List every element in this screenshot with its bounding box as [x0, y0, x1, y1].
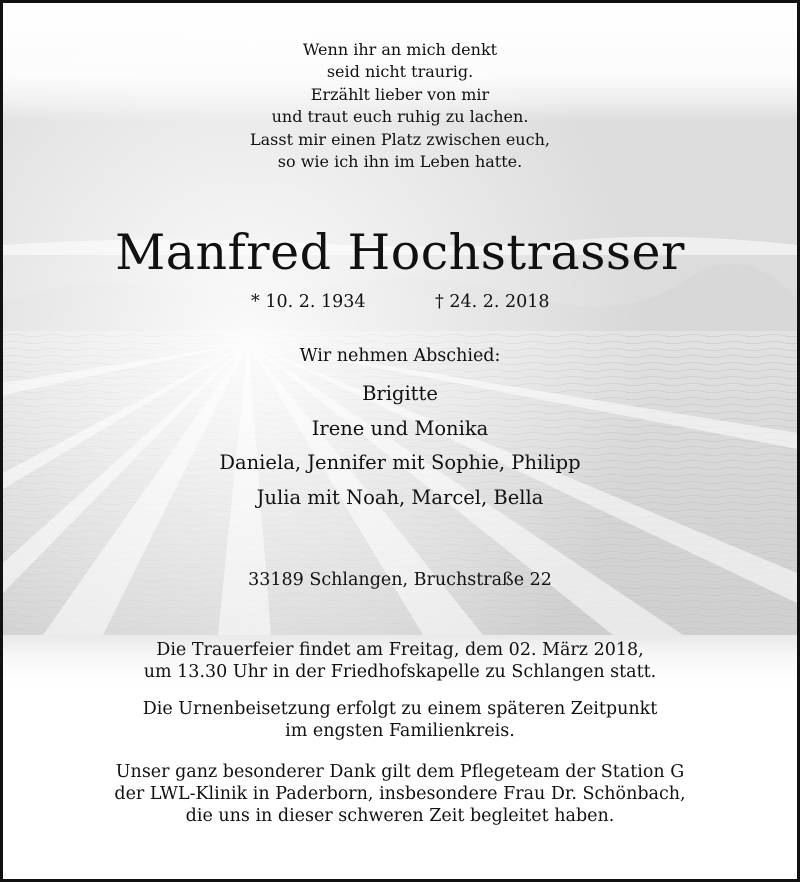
mourners-list: [3, 377, 797, 515]
thanks-line: Unser ganz besonderer Dank gilt dem Pflegeteam der Station G: [115, 761, 685, 782]
poem: [3, 39, 797, 173]
poem-line: so wie ich ihn im Leben hatte.: [277, 152, 523, 172]
urn-burial-line: Die Urnenbeisetzung erfolgt zu einem späteren Zeitpunkt: [142, 698, 658, 719]
urn-burial-info: [3, 698, 797, 743]
address: 33189 Schlangen, Bruchstraße 22: [248, 570, 552, 590]
service-details: [3, 639, 797, 842]
funeral-info: [3, 639, 797, 684]
mourner-line: Brigitte: [362, 382, 438, 405]
poem-line: seid nicht traurig.: [326, 62, 474, 82]
funeral-line: Die Trauerfeier findet am Freitag, dem 02. März 2018,: [156, 640, 644, 660]
thanks-line: die uns in dieser schweren Zeit begleitet haben.: [185, 806, 615, 827]
deceased-name: Manfred Hochstrasser: [115, 224, 685, 281]
funeral-line: um 13.30 Uhr in der Friedhofskapelle zu Schlangen statt.: [143, 662, 657, 683]
poem-line: Wenn ihr an mich denkt: [302, 40, 498, 59]
mourner-line: Julia mit Noah, Marcel, Bella: [256, 485, 544, 509]
mourner-line: Irene und Monika: [311, 416, 489, 440]
thanks-note: [3, 761, 797, 828]
death-date: † 24. 2. 2018: [435, 292, 550, 312]
farewell-intro: Wir nehmen Abschied:: [299, 346, 501, 366]
thanks-line: der LWL-Klinik in Paderborn, insbesondere Frau Dr. Schönbach,: [114, 784, 686, 805]
poem-line: und traut euch ruhig zu lachen.: [271, 107, 529, 127]
birth-date: * 10. 2. 1934: [251, 292, 366, 312]
urn-burial-line: im engsten Familienkreis.: [285, 721, 515, 742]
poem-line: Erzählt lieber von mir: [310, 84, 490, 104]
notice-text: [3, 3, 797, 879]
mourner-line: Daniela, Jennifer mit Sophie, Philipp: [219, 451, 581, 474]
poem-line: Lasst mir einen Platz zwischen euch,: [250, 129, 550, 149]
